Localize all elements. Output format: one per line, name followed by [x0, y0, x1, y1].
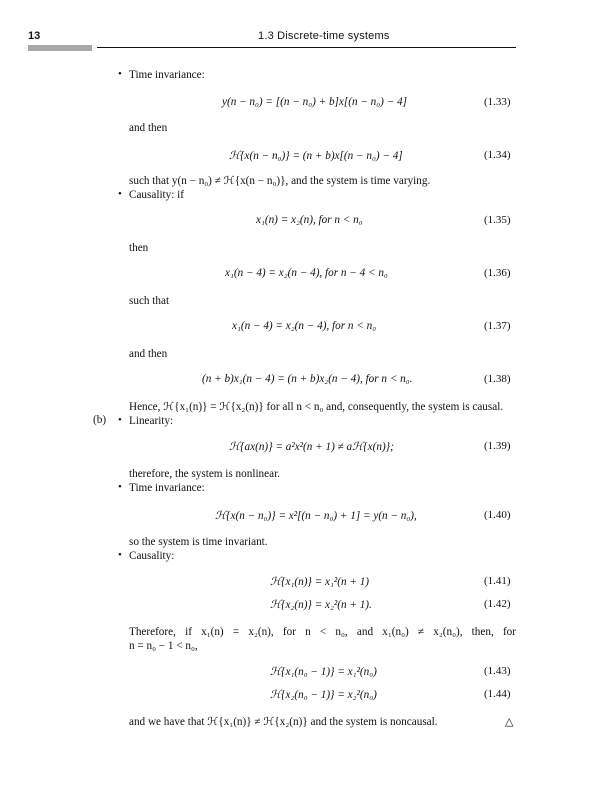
- item-linearity: Linearity:: [129, 415, 174, 427]
- equation-number: (1.36): [484, 267, 511, 279]
- label-b: (b): [93, 414, 107, 426]
- equation-1-44: ℋ{x₂(n₀ − 1)} = x₂²(n₀): [270, 689, 377, 701]
- equation-1-39: ℋ{ax(n)} = a²x²(n + 1) ≠ aℋ{x(n)};: [229, 441, 394, 453]
- text-hence-causal: Hence, ℋ{x₁(n)} = ℋ{x₂(n)} for all n < n₀ and, consequently, the system is causal.: [129, 401, 504, 413]
- item-causality: Causality:: [129, 550, 175, 562]
- bullet: •: [118, 481, 122, 493]
- equation-1-36: x₁(n − 4) = x₂(n − 4), for n − 4 < n₀: [225, 267, 388, 279]
- equation-number: (1.40): [484, 509, 511, 521]
- bullet: •: [118, 414, 122, 426]
- text-and-then: and then: [129, 122, 168, 134]
- bullet: •: [118, 68, 122, 80]
- bullet: •: [118, 549, 122, 561]
- equation-1-34: ℋ{x(n − n₀)} = (n + b)x[(n − n₀) − 4]: [229, 150, 403, 162]
- text-then: then: [129, 242, 149, 254]
- end-of-proof-triangle: △: [505, 716, 514, 728]
- equation-number: (1.41): [484, 575, 511, 587]
- equation-1-38: (n + b)x₁(n − 4) = (n + b)x₂(n − 4), for n < n₀.: [202, 373, 413, 385]
- equation-number: (1.38): [484, 373, 511, 385]
- equation-1-35: x₁(n) = x₂(n), for n < n₀: [256, 214, 363, 226]
- text-such-that: such that: [129, 295, 170, 307]
- header-rule: [97, 47, 516, 48]
- equation-1-40: ℋ{x(n − n₀)} = x²[(n − n₀) + 1] = y(n − n₀),: [215, 510, 417, 522]
- equation-1-41: ℋ{x₁(n)} = x₁²(n + 1): [270, 576, 370, 588]
- equation-1-37: x₁(n − 4) = x₂(n − 4), for n < n₀: [232, 320, 377, 332]
- bullet: •: [118, 188, 122, 200]
- text-time-invariant: so the system is time invariant.: [129, 536, 268, 548]
- running-header-title: 1.3 Discrete-time systems: [258, 30, 390, 42]
- item-time-invariance: Time invariance:: [129, 69, 205, 81]
- equation-1-43: ℋ{x₁(n₀ − 1)} = x₁²(n₀): [270, 666, 377, 678]
- text-therefore: Therefore, if x₁(n) = x₂(n), for n < n₀, and x₁(n₀) ≠ x₂(n₀), then, for: [129, 626, 516, 638]
- equation-number: (1.34): [484, 149, 511, 161]
- text-therefore-continued: n = n₀ − 1 < n₀,: [129, 640, 198, 652]
- equation-number: (1.35): [484, 214, 511, 226]
- header-bar: [28, 45, 92, 51]
- text-time-varying: such that y(n − n₀) ≠ ℋ{x(n − n₀)}, and the system is time varying.: [129, 175, 431, 187]
- equation-1-33: y(n − n₀) = [(n − n₀) + b]x[(n − n₀) − 4]: [222, 96, 407, 108]
- equation-number: (1.33): [484, 96, 511, 108]
- equation-number: (1.42): [484, 598, 511, 610]
- equation-number: (1.39): [484, 440, 511, 452]
- page-number: 13: [28, 30, 41, 42]
- equation-number: (1.44): [484, 688, 511, 700]
- equation-number: (1.43): [484, 665, 511, 677]
- text-and-then: and then: [129, 348, 168, 360]
- equation-1-42: ℋ{x₂(n)} = x₂²(n + 1).: [270, 599, 372, 611]
- text-noncausal: and we have that ℋ{x₁(n)} ≠ ℋ{x₂(n)} and the system is noncausal.: [129, 716, 438, 728]
- text-nonlinear: therefore, the system is nonlinear.: [129, 468, 280, 480]
- item-time-invariance: Time invariance:: [129, 482, 205, 494]
- item-causality: Causality: if: [129, 189, 184, 201]
- equation-number: (1.37): [484, 320, 511, 332]
